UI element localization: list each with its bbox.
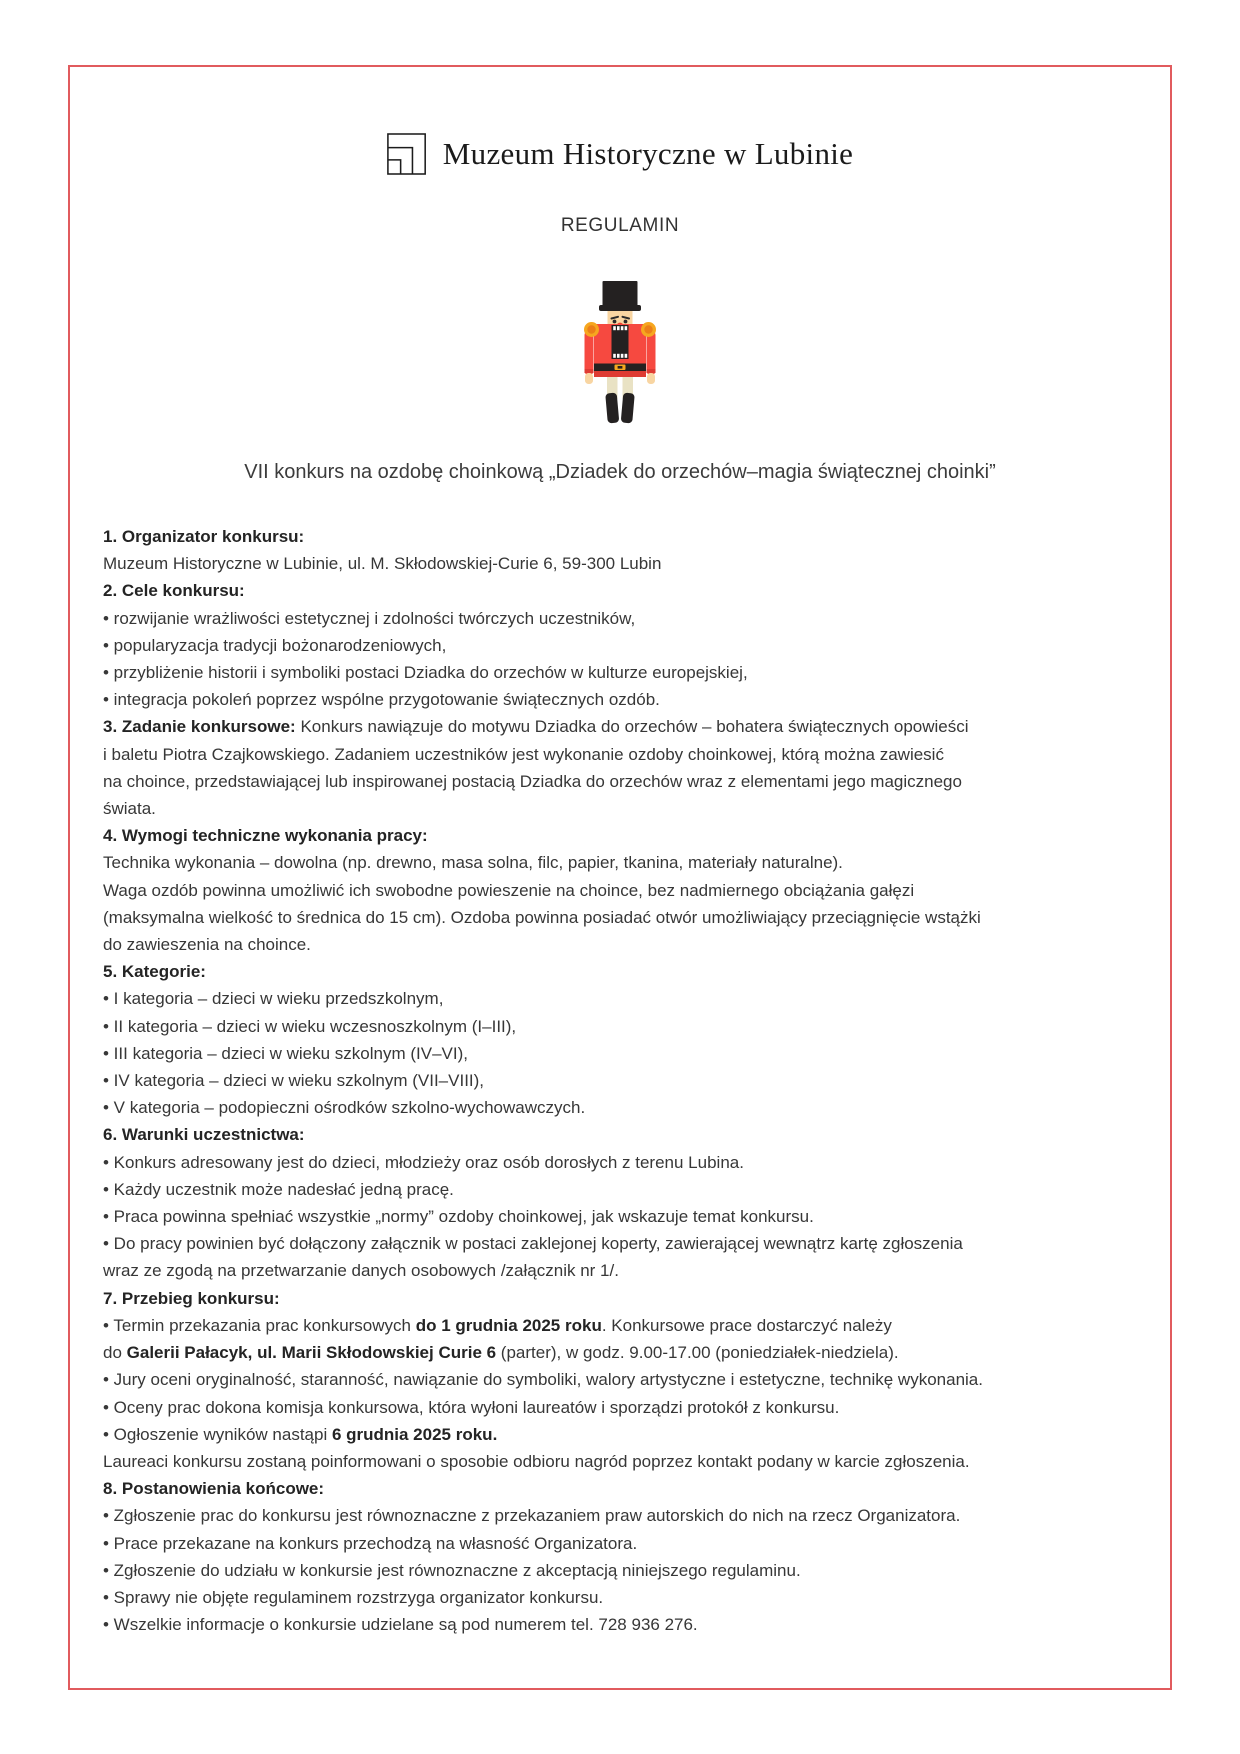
text-line: • Praca powinna spełniać wszystkie „normy” ozdoby choinkowej, jak wskazuje temat konkursu. [103,1207,814,1227]
text-line: • popularyzacja tradycji bożonarodzeniowych, [103,635,447,655]
text-line: na choince, przedstawiającej lub inspirowanej postacią Dziadka do orzechów wraz z elementami jego magicznego [103,771,962,791]
contest-title: VII konkurs na ozdobę choinkową „Dziadek do orzechów–magia świątecznej choinki” [244,461,996,483]
text-line: • III kategoria – dzieci w wieku szkolnym (IV–VI), [103,1043,468,1063]
text-line: • II kategoria – dzieci w wieku wczesnoszkolnym (I–III), [103,1016,517,1036]
museum-logo-icon [387,132,427,176]
text-line: • integracja pokoleń poprzez wspólne przygotowanie świątecznych ozdób. [103,690,660,710]
text-line: 2. Cele konkursu: [103,581,245,601]
text-line: Waga ozdób powinna umożliwić ich swobodne powieszenie na choince, bez nadmiernego obciążania gałęzi [103,880,915,900]
text-line: Laureaci konkursu zostaną poinformowani o sposobie odbioru nagród poprzez kontakt podany w karcie zgłoszenia. [103,1451,970,1471]
text-line: 4. Wymogi techniczne wykonania pracy: [103,826,428,846]
text-line: • Jury oceni oryginalność, staranność, nawiązanie do symboliki, walory artystyczne i estetyczne, technikę wykonania. [103,1370,983,1390]
text-line: • Termin przekazania prac konkursowych do 1 grudnia 2025 roku. Konkursowe prace dostarczyć należy [103,1315,892,1335]
text-line: • I kategoria – dzieci w wieku przedszkolnym, [103,989,444,1009]
text-line: Technika wykonania – dowolna (np. drewno, masa solna, filc, papier, tkanina, materiały naturalne). [103,853,843,873]
text-line: 5. Kategorie: [103,962,206,982]
text-line: • Sprawy nie objęte regulaminem rozstrzyga organizator konkursu. [103,1587,604,1607]
document-type-label: REGULAMIN [560,215,680,236]
text-line: Muzeum Historyczne w Lubinie, ul. M. Skłodowskiej-Curie 6, 59-300 Lubin [103,554,662,574]
text-line: wraz ze zgodą na przetwarzanie danych osobowych /załącznik nr 1/. [103,1261,619,1281]
text-line: (maksymalna wielkość to średnica do 15 cm). Ozdoba powinna posiadać otwór umożliwiający przeciągnięcie wstążki [103,907,981,927]
text-line: do Galerii Pałacyk, ul. Marii Skłodowskiej Curie 6 (parter), w godz. 9.00-17.00 (poniedziałek-niedziela). [103,1343,899,1363]
text-line: • przybliżenie historii i symboliki postaci Dziadka do orzechów w kulturze europejskiej, [103,663,748,683]
organization-name: Muzeum Historyczne w Lubinie [442,136,854,171]
text-line: • Każdy uczestnik może nadesłać jedną pracę. [103,1179,454,1199]
text-line: 7. Przebieg konkursu: [103,1288,280,1308]
text-line: do zawieszenia na choince. [103,935,311,955]
text-line: • Zgłoszenie prac do konkursu jest równoznaczne z przekazaniem praw autorskich do nich na rzecz Organizatora. [103,1506,961,1526]
text-line: • Do pracy powinien być dołączony załącznik w postaci zaklejonej koperty, zawierającej wewnątrz kartę zgłoszenia [103,1234,963,1254]
text-line: 6. Warunki uczestnictwa: [103,1125,305,1145]
text-line: • Zgłoszenie do udziału w konkursie jest równoznaczne z akceptacją niniejszego regulaminu. [103,1560,801,1580]
text-line: 8. Postanowienia końcowe: [103,1479,325,1499]
text-line: • V kategoria – podopieczni ośrodków szkolno-wychowawczych. [103,1098,586,1118]
text-line: • IV kategoria – dzieci w wieku szkolnym (VII–VIII), [103,1071,485,1091]
text-line: • Oceny prac dokona komisja konkursowa, która wyłoni laureatów i sporządzi protokół z konkursu. [103,1397,840,1417]
text-line: 3. Zadanie konkursowe: Konkurs nawiązuje do motywu Dziadka do orzechów – bohatera świątecznych opowieści [103,717,969,737]
text-line: i baletu Piotra Czajkowskiego. Zadaniem uczestników jest wykonanie ozdoby choinkowej, którą można zawiesić [103,744,944,764]
text-line: • Prace przekazane na konkurs przechodzą na własność Organizatora. [103,1533,638,1553]
text-line: • Ogłoszenie wyników nastąpi 6 grudnia 2025 roku. [103,1424,498,1444]
text-line: 1. Organizator konkursu: [103,527,305,546]
document-body [103,523,1142,1638]
text-line: • Wszelkie informacje o konkursie udzielane są pod numerem tel. 728 936 276. [103,1615,698,1635]
text-line: świata. [103,799,156,819]
museum-logo [0,128,1240,180]
nutcracker-icon [584,281,656,431]
text-line: • rozwijanie wrażliwości estetycznej i zdolności twórczych uczestników, [103,608,636,628]
text-line: • Konkurs adresowany jest do dzieci, młodzieży oraz osób dorosłych z terenu Lubina. [103,1152,744,1172]
